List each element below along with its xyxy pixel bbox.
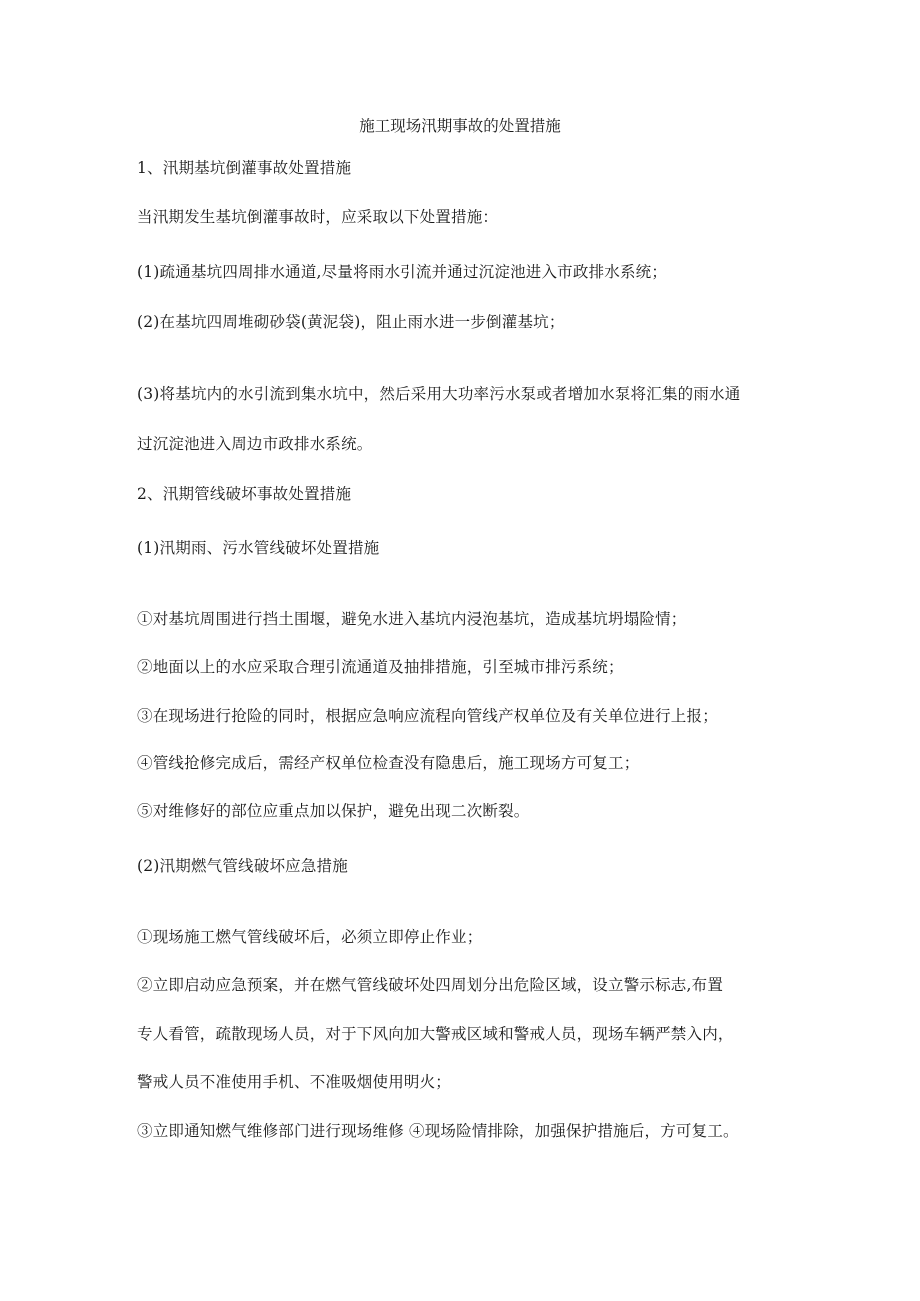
paragraph-intro: 当汛期发生基坑倒灌事故时，应采取以下处置措施： xyxy=(137,208,499,226)
list-item: ④管线抢修完成后，需经产权单位检查没有隐患后，施工现场方可复工； xyxy=(137,754,640,772)
list-item: ①对基坑周围进行挡土围堰，避免水进入基坑内浸泡基坑，造成基坑坍塌险情； xyxy=(137,610,687,628)
list-item: ①现场施工燃气管线破坏后，必须立即停止作业； xyxy=(137,928,483,946)
list-item: (3)将基坑内的水引流到集水坑中，然后采用大功率污水泵或者增加水泵将汇集的雨水通 xyxy=(137,385,741,403)
section-heading-2: 2、汛期管线破坏事故处置措施 xyxy=(137,485,352,503)
list-item: ②立即启动应急预案，并在燃气管线破坏处四周划分出危险区域，设立警示标志,布置 xyxy=(137,976,724,994)
list-item: ③立即通知燃气维修部门进行现场维修 ④现场险情排除，加强保护措施后，方可复工。 xyxy=(137,1122,739,1140)
section-heading-1: 1、汛期基坑倒灌事故处置措施 xyxy=(137,159,352,177)
list-item-continuation: 过沉淀池进入周边市政排水系统。 xyxy=(137,435,373,453)
list-item: ②地面以上的水应采取合理引流通道及抽排措施，引至城市排污系统； xyxy=(137,658,624,676)
subsection-heading-2: (2)汛期燃气管线破坏应急措施 xyxy=(137,857,348,875)
subsection-heading-1: (1)汛期雨、污水管线破坏处置措施 xyxy=(137,539,380,557)
list-item: ③在现场进行抢险的同时，根据应急响应流程向管线产权单位及有关单位进行上报； xyxy=(137,707,718,725)
list-item-continuation: 专人看管，疏散现场人员，对于下风向加大警戒区域和警戒人员，现场车辆严禁入内， xyxy=(137,1025,734,1043)
document-title: 施工现场汛期事故的处置措施 xyxy=(359,117,561,135)
list-item: (1)疏通基坑四周排水通道,尽量将雨水引流并通过沉淀池进入市政排水系统； xyxy=(137,263,668,281)
list-item: ⑤对维修好的部位应重点加以保护，避免出现二次断裂。 xyxy=(137,802,530,820)
list-item-continuation: 警戒人员不准使用手机、不准吸烟使用明火； xyxy=(137,1073,452,1091)
list-item: (2)在基坑四周堆砌砂袋(黄泥袋)，阻止雨水进一步倒灌基坑； xyxy=(137,313,565,331)
